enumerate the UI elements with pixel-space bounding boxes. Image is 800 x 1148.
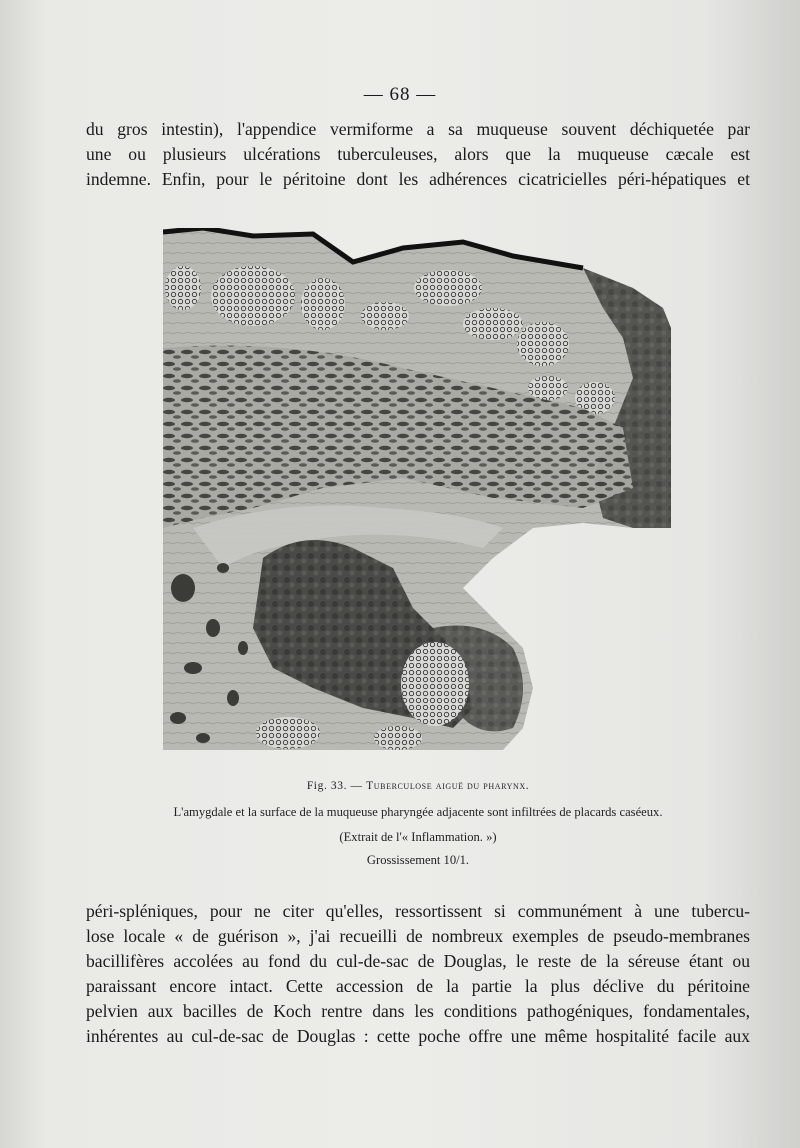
text-line: une ou plusieurs ulcérations tuberculeuses, alors que la muqueuse cæcale est [86,144,750,164]
text-line: bacillifères accolées au fond du cul-de-sac de Douglas, le reste de la séreuse étant ou [86,951,750,971]
figure-description: L'amygdale et la surface de la muqueuse pharyngée adjacente sont infiltrées de placards caséeux. [173,805,663,819]
paragraph-top [86,117,750,192]
figure-source: (Extrait de l'« Inflammation. ») [339,830,497,844]
text-line: indemne. Enfin, pour le péritoine dont les adhérences cicatricielles péri-hépatiques et [86,169,750,189]
text-line: du gros intestin), l'appendice vermiforme a sa muqueuse souvent déchiquetée par [86,119,750,139]
page-number: — 68 — [363,84,437,105]
figure-magnification: Grossissement 10/1. [366,853,470,867]
paragraph-bottom [86,899,750,1049]
text-line: lose locale « de guérison », j'ai recueilli de nombreux exemples de pseudo-membranes [86,926,750,946]
text-line: pelvien aux bacilles de Koch rentre dans les conditions pathogéniques, fondamentales, [86,1001,750,1021]
figure-number: Fig. 33. — [306,780,363,792]
figure-title: Tuberculose aiguë du pharynx. [366,780,530,792]
figure-label [86,780,750,792]
text-line: péri-spléniques, pour ne citer qu'elles, ressortissent si communément à une tubercu- [86,901,750,921]
text-line: inhérentes au cul-de-sac de Douglas : cette poche offre une même hospitalité facile aux [86,1026,750,1046]
micrograph-illustration [163,228,671,750]
histology-figure [163,228,671,750]
text-line: paraissant encore intact. Cette accession de la partie la plus déclive du péritoine [86,976,750,996]
